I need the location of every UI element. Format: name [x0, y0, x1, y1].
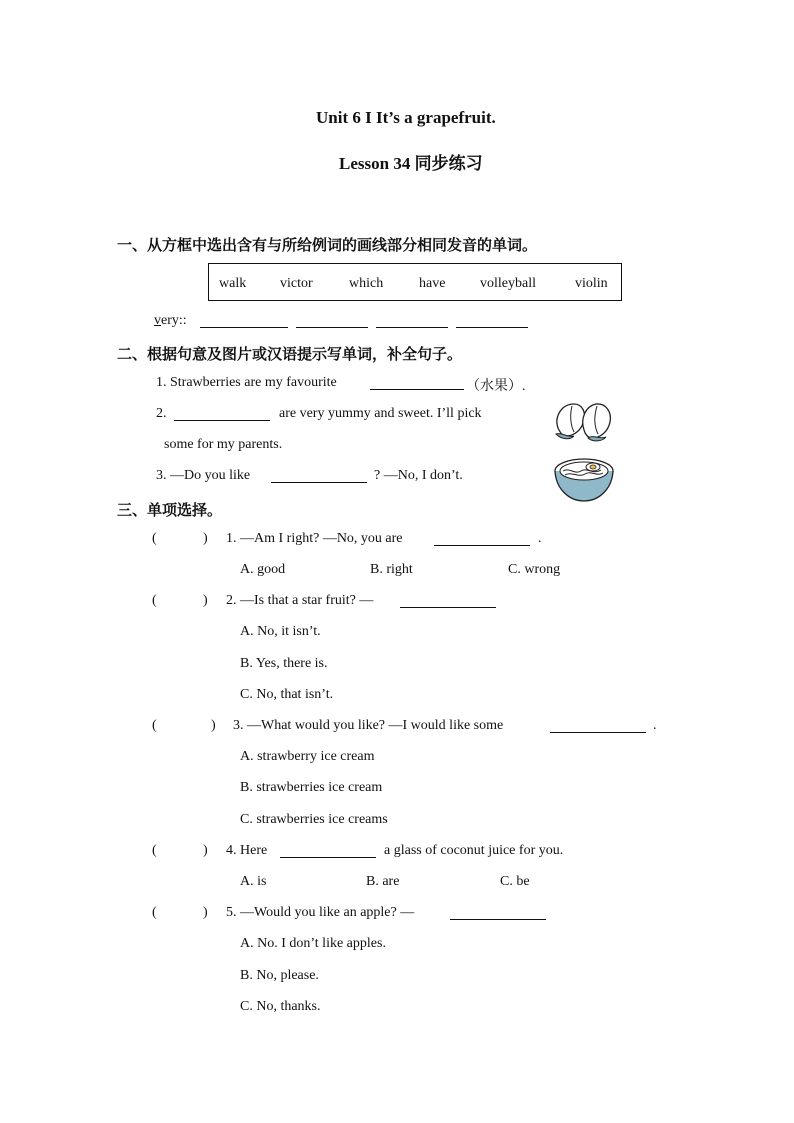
s2-q3-blank[interactable] — [271, 468, 367, 483]
section2-heading: 二、根据句意及图片或汉语提示写单词，补全句子。 — [117, 347, 463, 363]
q4-blank[interactable] — [280, 843, 376, 858]
q1-option-a[interactable]: A. good — [240, 562, 286, 577]
s2-q1-hint: （水果）. — [466, 379, 526, 394]
q4-option-a[interactable]: A. is — [240, 874, 267, 889]
word-which: which — [349, 276, 384, 291]
answer-blank-3[interactable] — [376, 313, 448, 328]
q5-paren-open: ( — [152, 905, 157, 920]
q4-option-c[interactable]: C. be — [500, 874, 530, 889]
q3-option-b[interactable]: B. strawberries ice cream — [240, 780, 383, 795]
answer-blank-1[interactable] — [200, 313, 288, 328]
q5-option-c[interactable]: C. No, thanks. — [240, 999, 321, 1014]
section1-heading: 一、从方框中选出含有与所给例词的画线部分相同发音的单词。 — [117, 238, 538, 254]
q3-blank[interactable] — [550, 718, 646, 733]
q3-text: 3. —What would you like? —I would like some — [233, 718, 504, 733]
q2-blank[interactable] — [400, 593, 496, 608]
peach-icon — [552, 398, 616, 442]
q1-option-b[interactable]: B. right — [370, 562, 413, 577]
page-subtitle: Lesson 34 同步练习 — [339, 154, 483, 173]
q2-option-b[interactable]: B. Yes, there is. — [240, 656, 328, 671]
s2-q1-text: 1. Strawberries are my favourite — [156, 375, 337, 390]
answer-blank-2[interactable] — [296, 313, 368, 328]
s2-q2-text: are very yummy and sweet. I’ll pick — [279, 406, 482, 421]
q1-paren-close: ) — [203, 531, 208, 546]
q2-text: 2. —Is that a star fruit? — — [226, 593, 374, 608]
q4-option-b[interactable]: B. are — [366, 874, 400, 889]
q5-text: 5. —Would you like an apple? — — [226, 905, 415, 920]
q3-paren-open: ( — [152, 718, 157, 733]
q5-option-b[interactable]: B. No, please. — [240, 968, 319, 983]
section3-heading: 三、单项选择。 — [117, 503, 223, 519]
s2-q2-text-cont: some for my parents. — [164, 437, 283, 452]
word-walk: walk — [219, 276, 247, 291]
q3-option-a[interactable]: A. strawberry ice cream — [240, 749, 375, 764]
q5-blank[interactable] — [450, 905, 546, 920]
q2-paren-close: ) — [203, 593, 208, 608]
answer-blank-4[interactable] — [456, 313, 528, 328]
q4-text: 4. Here — [226, 843, 268, 858]
q1-option-c[interactable]: C. wrong — [508, 562, 561, 577]
q2-paren-open: ( — [152, 593, 157, 608]
s2-q1-blank[interactable] — [370, 375, 464, 390]
q4-paren-close: ) — [203, 843, 208, 858]
s2-q2-number: 2. — [156, 406, 167, 421]
q2-option-a[interactable]: A. No, it isn’t. — [240, 624, 321, 639]
word-volleyball: volleyball — [480, 276, 536, 291]
q1-paren-open: ( — [152, 531, 157, 546]
example-rest: ery:: — [161, 313, 187, 328]
q1-text: 1. —Am I right? —No, you are — [226, 531, 403, 546]
word-victor: victor — [280, 276, 313, 291]
q3-paren-close: ) — [211, 718, 216, 733]
word-violin: violin — [575, 276, 608, 291]
page-title: Unit 6 I It’s a grapefruit. — [316, 108, 496, 127]
word-box — [208, 263, 622, 301]
s2-q3-text: 3. —Do you like — [156, 468, 251, 483]
q1-tail: . — [538, 531, 542, 546]
q4-text-tail: a glass of coconut juice for you. — [384, 843, 564, 858]
q5-paren-close: ) — [203, 905, 208, 920]
q3-tail: . — [653, 718, 657, 733]
example-word — [154, 313, 187, 329]
q5-option-a[interactable]: A. No. I don’t like apples. — [240, 936, 386, 951]
q2-option-c[interactable]: C. No, that isn’t. — [240, 687, 334, 702]
example-underlined: v — [154, 313, 161, 328]
s2-q3-text-tail: ? —No, I don’t. — [374, 468, 463, 483]
s2-q2-blank[interactable] — [174, 406, 270, 421]
q3-option-c[interactable]: C. strawberries ice creams — [240, 812, 388, 827]
q4-paren-open: ( — [152, 843, 157, 858]
q1-blank[interactable] — [434, 531, 530, 546]
word-have: have — [419, 276, 446, 291]
noodle-bowl-icon — [553, 455, 615, 503]
